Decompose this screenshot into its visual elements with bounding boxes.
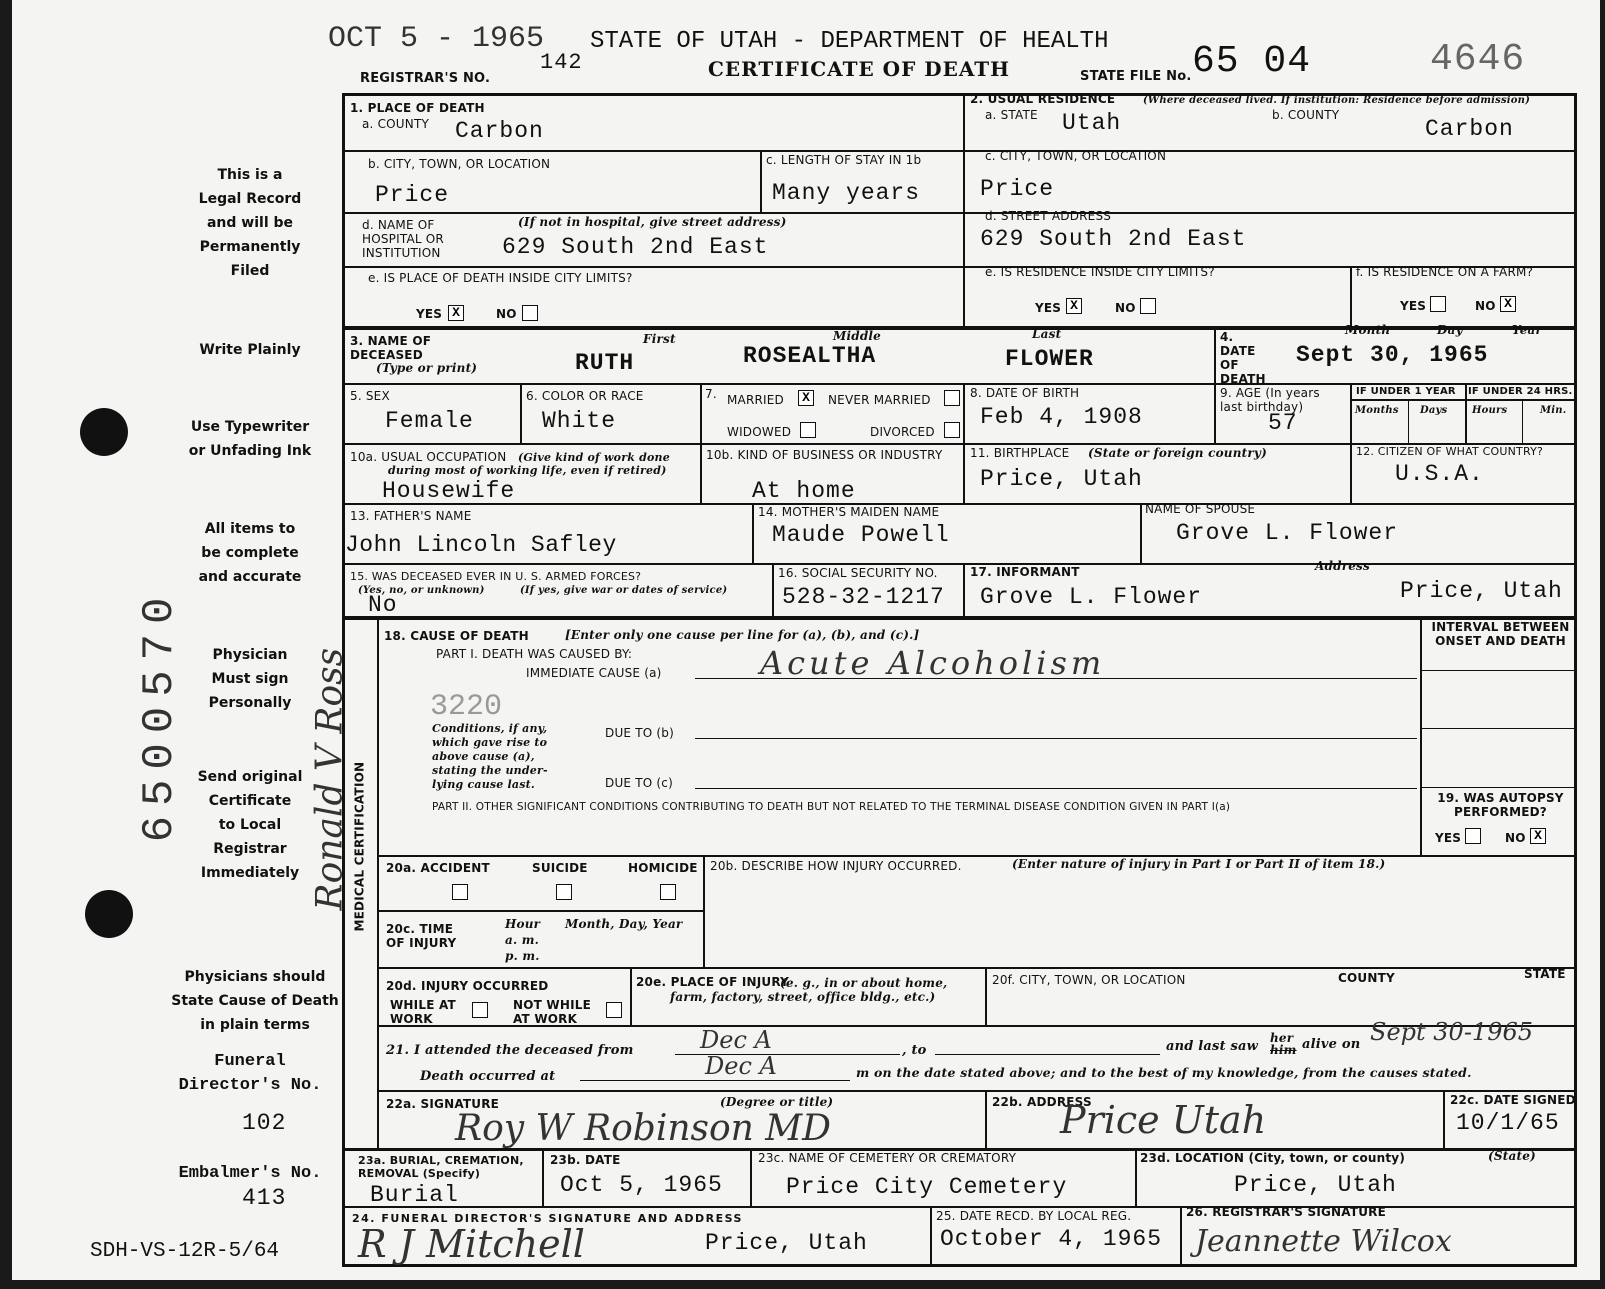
autopsy-yes-checkbox[interactable] [1465, 828, 1481, 844]
mdy-label: Month, Day, Year [565, 917, 683, 931]
res-inside-city-label: e. IS RESIDENCE INSIDE CITY LIMITS? [985, 265, 1215, 279]
injury-desc-note: (Enter nature of injury in Part I or Part II of item 18.) [1012, 857, 1386, 871]
cemetery: Price City Cemetery [786, 1174, 1068, 1200]
never-married-label: NEVER MARRIED [828, 393, 931, 407]
due-b-label: DUE TO (b) [605, 726, 674, 740]
res-county-label: b. COUNTY [1272, 108, 1340, 122]
am-label: a. m. [505, 933, 540, 947]
immediate-cause: Acute Alcoholism [760, 644, 1106, 682]
first-name: RUTH [575, 350, 635, 376]
under-day-label: IF UNDER 24 HRS. [1468, 386, 1573, 397]
occupation-label: 10a. USUAL OCCUPATION [350, 450, 507, 464]
pod-inside-no-checkbox[interactable] [522, 305, 538, 321]
interval-label: INTERVAL BETWEEN ONSET AND DEATH [1431, 620, 1570, 648]
burial-date-label: 23b. DATE [550, 1153, 621, 1167]
day-label: Day [1437, 323, 1463, 337]
embalmer-label: Embalmer's No. [178, 1164, 322, 1183]
res-city: Price [980, 176, 1055, 202]
place-of-death-label: 1. PLACE OF DEATH [350, 101, 485, 115]
last-name: FLOWER [1005, 346, 1094, 372]
last-label: Last [1032, 327, 1062, 341]
part2-label: PART II. OTHER SIGNIFICANT CONDITIONS CONTRIBUTING TO DEATH BUT NOT RELATED TO THE TERMINAL DISEASE CONDITION GIVEN IN PART I(a) [432, 801, 1231, 813]
birthplace-label: 11. BIRTHPLACE [970, 446, 1070, 460]
registrar-signature-label: 26. REGISTRAR'S SIGNATURE [1186, 1205, 1386, 1219]
sidebar-send: Send original Certificate to Local Registrar Immediately [197, 769, 303, 881]
married-checkbox[interactable]: X [798, 390, 814, 406]
cemetery-label: 23c. NAME OF CEMETERY OR CREMATORY [758, 1151, 1017, 1165]
alive-on-label: alive on [1302, 1037, 1361, 1052]
last-saw-date: Sept 30-1965 [1370, 1018, 1534, 1046]
sidebar-complete: All items to be complete and accurate [198, 521, 302, 585]
ssn-label: 16. SOCIAL SECURITY NO. [778, 566, 938, 580]
pod-yes-label: YES [416, 307, 443, 321]
residence-label: 2. USUAL RESIDENCE [970, 92, 1116, 106]
hospital: 629 South 2nd East [502, 234, 769, 260]
res-inside-no-checkbox[interactable] [1140, 298, 1156, 314]
dob-label: 8. DATE OF BIRTH [970, 386, 1080, 400]
not-work-label: NOT WHILE AT WORK [513, 998, 591, 1026]
cemetery-state-label: (State) [1488, 1149, 1536, 1163]
res-inside-yes-checkbox[interactable]: X [1066, 298, 1082, 314]
widowed-label: WIDOWED [727, 425, 792, 439]
divorced-checkbox[interactable] [944, 422, 960, 438]
local-reg-date: October 4, 1965 [940, 1226, 1163, 1252]
res-county: Carbon [1425, 116, 1514, 142]
dob: Feb 4, 1908 [980, 404, 1143, 430]
due-c-label: DUE TO (c) [605, 776, 673, 790]
occurred-at: Dec A [705, 1052, 777, 1080]
physician-address-label: 22b. ADDRESS [992, 1095, 1092, 1109]
citizen: U.S.A. [1395, 461, 1484, 487]
street-label: d. STREET ADDRESS [985, 209, 1112, 223]
burial-date: Oct 5, 1965 [560, 1172, 723, 1198]
stay: Many years [772, 180, 921, 206]
conditions-note: Conditions, if any, which gave rise to above cause (a), stating the under-lying cause last. [432, 722, 548, 791]
mother-label: 14. MOTHER'S MAIDEN NAME [758, 505, 940, 519]
accident-checkbox[interactable] [452, 884, 468, 900]
medical-certification-label: MEDICAL CERTIFICATION [352, 761, 367, 932]
injury-occurred-label: 20d. INJURY OCCURRED [386, 979, 549, 993]
cause-code-stamp: 3220 [430, 690, 503, 724]
mother: Maude Powell [772, 522, 950, 548]
father: John Lincoln Safley [345, 532, 617, 558]
business: At home [752, 478, 856, 504]
age: 57 [1268, 410, 1298, 436]
embalmer-no: 413 [242, 1185, 287, 1211]
first-label: First [643, 332, 676, 346]
days-label: Days [1420, 405, 1448, 416]
race: White [542, 408, 617, 434]
autopsy-yes-label: YES [1435, 831, 1462, 845]
agency-title: STATE OF UTAH - DEPARTMENT OF HEALTH [590, 28, 1109, 55]
res-no-label: NO [1115, 301, 1136, 315]
local-reg-label: 25. DATE RECD. BY LOCAL REG. [936, 1209, 1132, 1223]
farm-yes-checkbox[interactable] [1430, 296, 1446, 312]
widowed-checkbox[interactable] [800, 422, 816, 438]
res-state: Utah [1062, 110, 1122, 136]
pod-inside-yes-checkbox[interactable]: X [448, 305, 464, 321]
registrar-signature: Jeannette Wilcox [1195, 1224, 1452, 1259]
armed-note-2: (If yes, give war or dates of service) [520, 585, 728, 596]
punch-hole-bottom [85, 890, 133, 938]
homicide-label: HOMICIDE [628, 861, 698, 875]
sidebar-cause: Physicians should State Cause of Death in plain terms [171, 969, 339, 1033]
month-label: Month [1345, 323, 1391, 337]
stay-label: c. LENGTH OF STAY IN 1b [766, 153, 922, 167]
state-file-label: STATE FILE No. [1080, 69, 1192, 84]
hospital-label: d. NAME OF HOSPITAL OR INSTITUTION [362, 218, 444, 260]
hour-label: Hour [505, 917, 541, 931]
last-saw-label: and last saw [1166, 1039, 1259, 1054]
middle-name: ROSEALTHA [743, 343, 877, 369]
part1-label: PART I. DEATH WAS CAUSED BY: [436, 647, 633, 661]
punch-hole-top [80, 408, 128, 456]
funeral-director-signature: R J Mitchell [358, 1222, 585, 1266]
under-year-label: IF UNDER 1 YEAR [1356, 386, 1456, 397]
months-label: Months [1355, 405, 1399, 416]
sex: Female [385, 408, 474, 434]
father-label: 13. FATHER'S NAME [350, 509, 472, 523]
armed-note-1: (Yes, no, or unknown) [358, 585, 485, 596]
registrar-no-label: REGISTRAR'S NO. [360, 71, 491, 86]
immediate-label: IMMEDIATE CAUSE (a) [526, 666, 662, 680]
occupation-note: (Give kind of work done during most of working life, even if retired) [388, 451, 670, 477]
race-label: 6. COLOR OR RACE [526, 389, 644, 403]
name-note: (Type or print) [376, 361, 478, 375]
date-of-death: Sept 30, 1965 [1296, 342, 1489, 368]
while-work-label: WHILE AT WORK [390, 998, 456, 1026]
never-married-checkbox[interactable] [944, 390, 960, 406]
hours-label: Hours [1472, 405, 1508, 416]
him-label: him [1270, 1043, 1297, 1057]
cemetery-location-label: 23d. LOCATION (City, town, or county) [1140, 1151, 1406, 1165]
farm-no-checkbox[interactable]: X [1500, 296, 1516, 312]
pod-county: Carbon [455, 118, 544, 144]
burial-method: Burial [370, 1182, 459, 1208]
physician-address: Price Utah [1060, 1098, 1267, 1142]
res-yes-label: YES [1035, 301, 1062, 315]
pod-no-label: NO [496, 307, 517, 321]
registrar-no: 142 [540, 50, 583, 75]
min-label: Min. [1540, 405, 1567, 416]
attended-label: 21. I attended the deceased from [386, 1043, 634, 1058]
informant-label: 17. INFORMANT [970, 565, 1080, 579]
street: 629 South 2nd East [980, 226, 1247, 252]
business-label: 10b. KIND OF BUSINESS OR INDUSTRY [706, 448, 943, 462]
physician-signature: Roy W Robinson MD [455, 1108, 832, 1149]
birthplace-note: (State or foreign country) [1088, 446, 1267, 460]
residence-note: (Where deceased lived. If institution: Residence before admission) [1143, 95, 1531, 106]
injury-county-label: COUNTY [1338, 971, 1395, 985]
accident-label: 20a. ACCIDENT [386, 861, 490, 875]
burial-method-label: 23a. BURIAL, CREMATION, REMOVAL (Specify) [358, 1154, 524, 1180]
suicide-checkbox[interactable] [556, 884, 572, 900]
informant-address-label: Address [1315, 559, 1370, 573]
farm-yes-label: YES [1400, 299, 1427, 313]
married-label: MARRIED [727, 393, 784, 407]
cemetery-location: Price, Utah [1234, 1172, 1397, 1198]
age-label: 9. AGE (In years last birthday) [1220, 386, 1320, 414]
to-label: , to [902, 1043, 927, 1058]
citizen-label: 12. CITIZEN OF WHAT COUNTRY? [1356, 445, 1544, 458]
year-label: Year [1512, 323, 1543, 337]
farm-label: f. IS RESIDENCE ON A FARM? [1356, 265, 1534, 279]
pod-county-label: a. COUNTY [362, 117, 430, 131]
occupation: Housewife [382, 478, 516, 504]
time-injury-label: 20c. TIME OF INJURY [386, 922, 457, 950]
middle-label: Middle [833, 329, 882, 343]
res-city-label: c. CITY, TOWN, OR LOCATION [985, 149, 1167, 163]
pod-city: Price [375, 182, 450, 208]
armed: No [368, 592, 398, 618]
sex-label: 5. SEX [350, 389, 390, 403]
place-injury-note: (e. g., in or about home, farm, factory, street, office bldg., etc.) [670, 976, 948, 1004]
received-date-stamp: OCT 5 - 1965 [328, 22, 545, 56]
hospital-note: (If not in hospital, give street address) [518, 215, 787, 229]
injury-desc-label: 20b. DESCRIBE HOW INJURY OCCURRED. [710, 859, 962, 873]
place-injury-label: 20e. PLACE OF INJURY [636, 975, 790, 989]
ssn: 528-32-1217 [782, 584, 945, 610]
injury-state-label: STATE [1524, 967, 1566, 981]
autopsy-label: 19. WAS AUTOPSY PERFORMED? [1437, 791, 1564, 819]
pm-label: p. m. [505, 949, 540, 963]
not-work-checkbox[interactable] [606, 1002, 622, 1018]
injury-city-label: 20f. CITY, TOWN, OR LOCATION [992, 973, 1186, 987]
farm-no-label: NO [1475, 299, 1496, 313]
funeral-director-signature-label: 24. FUNERAL DIRECTOR'S SIGNATURE AND ADDRESS [352, 1212, 743, 1225]
date-signed-label: 22c. DATE SIGNED [1450, 1093, 1576, 1107]
certificate-title: CERTIFICATE OF DEATH [708, 57, 1011, 81]
sidebar-typewriter: Use Typewriter or Unfading Ink [188, 419, 312, 459]
occurred-suffix: m on the date stated above; and to the best of my knowledge, from the causes stated. [856, 1065, 1472, 1080]
form-number: SDH-VS-12R-5/64 [90, 1240, 280, 1263]
while-work-checkbox[interactable] [472, 1002, 488, 1018]
cause-note: [Enter only one cause per line for (a), (b), and (c).] [565, 628, 920, 642]
autopsy-no-label: NO [1505, 831, 1526, 845]
pod-city-label: b. CITY, TOWN, OR LOCATION [368, 157, 551, 171]
funeral-director-label: Funeral Director's No. [178, 1052, 322, 1095]
sidebar-physician: Physician Must sign Personally [208, 647, 292, 711]
funeral-director-no: 102 [242, 1110, 287, 1136]
vertical-control-number: 6500570 [135, 587, 185, 843]
res-state-label: a. STATE [985, 108, 1038, 122]
informant: Grove L. Flower [980, 584, 1203, 610]
attended-from: Dec A [700, 1026, 772, 1054]
degree-label: (Degree or title) [720, 1095, 834, 1109]
autopsy-no-checkbox[interactable]: X [1530, 828, 1546, 844]
sidebar-write-plainly: Write Plainly [199, 342, 301, 358]
state-file-no: 65 04 [1192, 40, 1312, 83]
occurred-at-label: Death occurred at [420, 1069, 556, 1084]
vertical-signature: Ronald V Ross [309, 647, 351, 911]
date-signed: 10/1/65 [1456, 1110, 1560, 1136]
marital-number: 7. [705, 387, 717, 401]
state-file-seq: 4646 [1430, 38, 1526, 81]
funeral-director-address: Price, Utah [705, 1230, 868, 1256]
birthplace: Price, Utah [980, 466, 1143, 492]
informant-address: Price, Utah [1400, 578, 1563, 604]
spouse: Grove L. Flower [1176, 520, 1399, 546]
cause-label: 18. CAUSE OF DEATH [384, 629, 529, 643]
homicide-checkbox[interactable] [660, 884, 676, 900]
her-label: her [1270, 1031, 1294, 1045]
pod-inside-city-label: e. IS PLACE OF DEATH INSIDE CITY LIMITS? [368, 271, 633, 285]
spouse-label: NAME OF SPOUSE [1145, 502, 1256, 516]
signature-label: 22a. SIGNATURE [386, 1097, 500, 1111]
armed-label: 15. WAS DECEASED EVER IN U. S. ARMED FORCES? [350, 570, 642, 583]
divorced-label: DIVORCED [870, 425, 935, 439]
name-label: 3. NAME OF DECEASED [350, 334, 432, 362]
sidebar-legal-record: This is a Legal Record and will be Permanently Filed [198, 167, 302, 279]
date-of-death-label: 4. DATE OF DEATH [1220, 330, 1266, 386]
suicide-label: SUICIDE [532, 861, 588, 875]
